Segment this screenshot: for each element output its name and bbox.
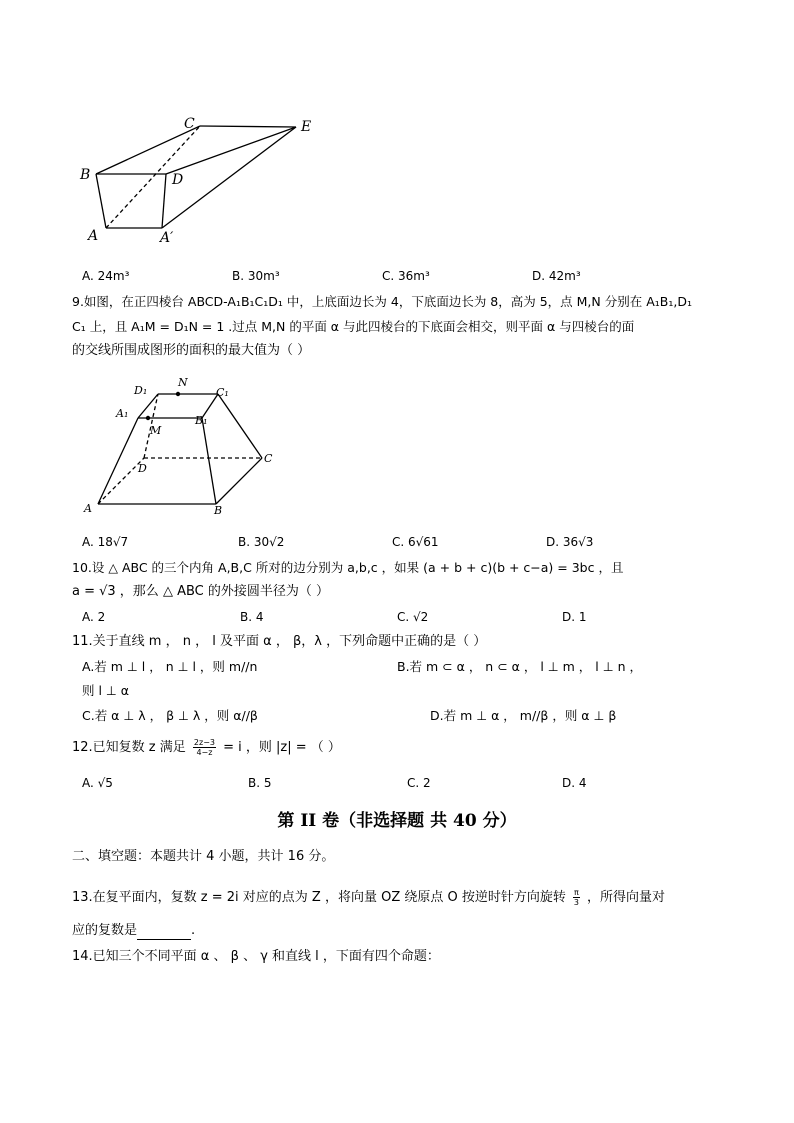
q10-option-a[interactable]: A. 2 (82, 610, 106, 624)
point-M (146, 416, 150, 420)
q8-option-b[interactable]: B. 30m³ (232, 269, 280, 283)
edge-BA (96, 174, 106, 228)
label-B: B (214, 504, 223, 517)
q11-option-b-cont: 则 l ⊥ α (82, 683, 130, 698)
q13-answer-blank[interactable] (137, 925, 191, 940)
q10-option-b[interactable]: B. 4 (240, 610, 264, 624)
label-Aprime: A′ (160, 230, 174, 246)
q9-option-c[interactable]: C. 6√61 (392, 535, 439, 549)
q13-suffix: ，所得向量对 (586, 890, 665, 905)
q9-option-a[interactable]: A. 18√7 (82, 535, 129, 549)
q13-fraction (573, 888, 580, 907)
point-N (176, 392, 180, 396)
q13-prefix: 13.在复平面内，复数 z = 2i 对应的点为 Z ，将向量 OZ 绕原点 O 按逆时针方向旋转 (72, 890, 566, 905)
label-D: D (138, 462, 147, 475)
edge-A1D1 (138, 394, 158, 418)
q10-line1: 10.设 △ ABC 的三个内角 A,B,C 所对的边分别为 a,b,c ，如果 (a + b + c)(b + c−a) = 3bc ，且 (72, 560, 624, 575)
q8-option-c[interactable]: C. 36m³ (382, 269, 430, 283)
q11-line1: 11.关于直线 m ， n ， l 及平面 α ， β，λ ，下列命题中正确的是（ ） (72, 634, 487, 649)
label-C1: C₁ (216, 386, 229, 399)
q9-line2: C₁ 上，且 A₁M = D₁N = 1 .过点 M,N 的平面 α 与此四棱台的下底面会相交，则平面 α 与四棱台的面 (72, 319, 635, 334)
fill-in-header: 二、填空题：本题共计 4 小题，共计 16 分。 (72, 849, 335, 864)
edge-BC (216, 458, 262, 504)
q13-numerator: π (574, 888, 579, 897)
q10-option-c[interactable]: C. √2 (397, 610, 429, 624)
q12-option-d[interactable]: D. 4 (562, 776, 587, 790)
q9-line1: 9.如图，在正四棱台 ABCD-A₁B₁C₁D₁ 中，上底面边长为 4，下底面边长为 8，高为 5，点 M,N 分别在 A₁B₁,D₁ (72, 294, 692, 309)
label-C: C (264, 452, 273, 465)
label-B1: B₁ (195, 414, 208, 427)
q11-option-c[interactable]: C.若 α ⊥ λ ， β ⊥ λ ，则 α//β (82, 708, 258, 723)
edge-CE (200, 126, 296, 127)
q13-line1 (72, 888, 665, 907)
section-title: 第 II 卷（非选择题 共 40 分） (277, 811, 517, 831)
label-D: D (172, 172, 184, 188)
q12-line1 (72, 738, 341, 757)
label-E: E (301, 119, 312, 135)
edge-DE (166, 127, 296, 174)
q9-option-b[interactable]: B. 30√2 (238, 535, 285, 549)
q10-option-d[interactable]: D. 1 (562, 610, 587, 624)
label-A: A (84, 502, 92, 515)
q13-line2 (72, 922, 195, 940)
q9-line3: 的交线所围成图形的面积的最大值为（ ） (72, 343, 311, 358)
label-A1: A₁ (116, 407, 129, 420)
q12-option-a[interactable]: A. √5 (82, 776, 113, 790)
edge-AA1 (98, 418, 138, 504)
q12-numerator: 2z−3 (193, 738, 215, 747)
q11-option-a[interactable]: A.若 m ⊥ l ， n ⊥ l ，则 m//n (82, 659, 258, 674)
label-D1: D₁ (134, 384, 148, 397)
label-C: C (184, 116, 195, 132)
q14-line1: 14.已知三个不同平面 α 、 β 、 γ 和直线 l ，下面有四个命题： (72, 949, 440, 964)
q12-fraction (193, 738, 216, 757)
q13-line2-end: . (191, 923, 196, 938)
q8-option-d[interactable]: D. 42m³ (532, 269, 581, 283)
edge-BB1 (202, 418, 216, 504)
q13-line2-text: 应的复数是 (72, 923, 138, 938)
label-M: M (150, 424, 162, 437)
q8-option-a[interactable]: A. 24m³ (82, 269, 130, 283)
q9-option-d[interactable]: D. 36√3 (546, 535, 594, 549)
label-B: B (80, 167, 91, 183)
label-A: A (88, 228, 99, 244)
q12-option-b[interactable]: B. 5 (248, 776, 272, 790)
q13-denominator: 3 (573, 898, 579, 907)
q12-prefix: 12.已知复数 z 满足 (72, 740, 186, 755)
edge-AC-hidden (106, 126, 200, 228)
q12-suffix: = i ，则 |z| = （ ） (223, 740, 341, 755)
edge-DAp (162, 174, 166, 228)
q12-denominator: 4−z (196, 748, 213, 757)
edge-CC1 (218, 394, 262, 458)
q11-option-b[interactable]: B.若 m ⊂ α ， n ⊂ α ， l ⊥ m ， l ⊥ n ， (397, 659, 642, 674)
figure-frustum (80, 372, 300, 520)
label-N: N (178, 376, 188, 389)
figure-prism (70, 110, 330, 250)
q10-line2: a = √3 ，那么 △ ABC 的外接圆半径为（ ） (72, 584, 329, 599)
q12-option-c[interactable]: C. 2 (407, 776, 431, 790)
q11-option-d[interactable]: D.若 m ⊥ α ， m//β ，则 α ⊥ β (430, 708, 617, 723)
